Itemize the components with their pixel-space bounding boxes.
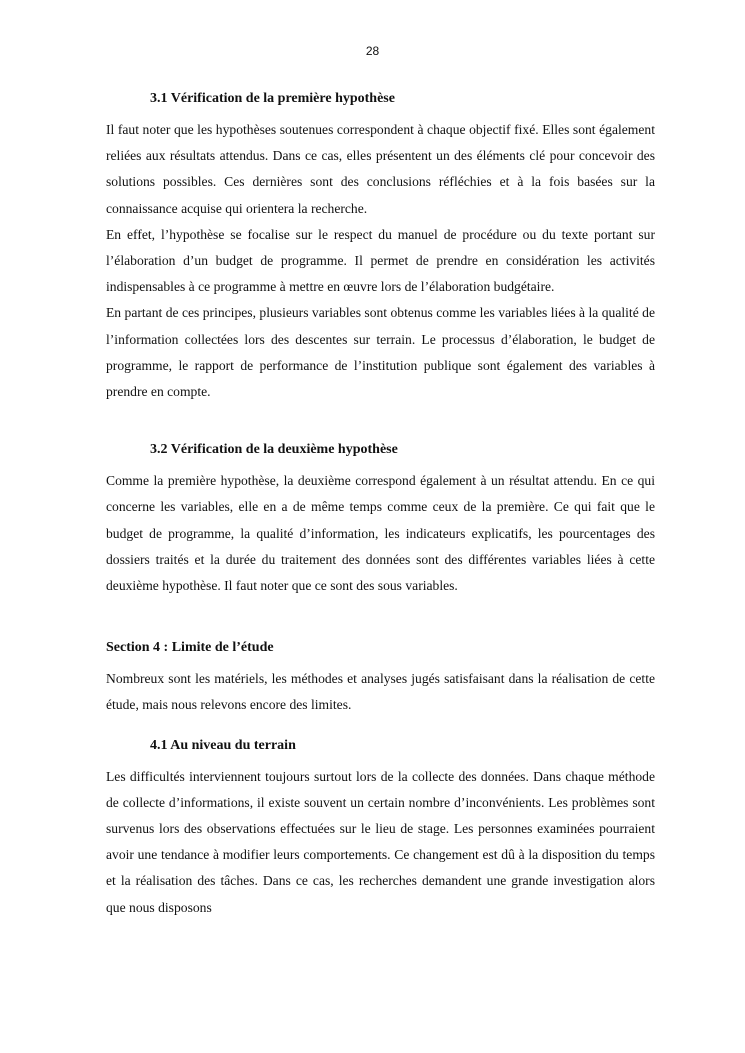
section-4-1-heading: 4.1 Au niveau du terrain <box>150 737 296 753</box>
section-4-1-paragraph-1: Les difficultés interviennent toujours surtout lors de la collecte des données. Dans chaque méthode de collecte d’informations, il existe souvent un certain nombre d’inconvénients. Les problèmes sont survenus lors des observations effectuées sur le lieu de stage. Les personnes examinées pourraient avoir une tendance à modifier leurs comportements. Ce changement est dû à la disposition du temps et la réalisation des tâches. Dans ce cas, les recherches demandent une grande investigation alors que nous disposons <box>106 768 655 915</box>
page-content <box>106 86 655 921</box>
section-3-2-paragraph-1: Comme la première hypothèse, la deuxième correspond également à un résultat attendu. En ce qui concerne les variables, elle en a de même temps comme ceux de la première. Ce qui fait que le budget de programme, la qualité d’information, les indicateurs explicatifs, les pourcentages des dossiers traités et la durée du traitement des données sont des différentes variables liées à cette deuxième hypothèse. Il faut noter que ce sont des sous variables. <box>106 473 655 594</box>
section-4-paragraph-1: Nombreux sont les matériels, les méthodes et analyses jugés satisfaisant dans la réalisation de cette étude, mais nous relevons encore des limites. <box>106 671 655 713</box>
section-3-2-heading: 3.2 Vérification de la deuxième hypothèse <box>150 442 398 458</box>
section-3-1-paragraph-2: En effet, l’hypothèse se focalise sur le respect du manuel de procédure ou du texte portant sur l’élaboration d’un budget de programme. Il permet de prendre en considération les activités indispensables à ce programme à mettre en œuvre lors de l’élaboration budgétaire. <box>106 226 655 295</box>
page-number: 28 <box>365 44 380 58</box>
section-3-1-heading: 3.1 Vérification de la première hypothèse <box>150 91 395 106</box>
section-4-heading: Section 4 : Limite de l’étude <box>106 640 274 656</box>
section-3-1-paragraph-3: En partant de ces principes, plusieurs variables sont obtenus comme les variables liées à la qualité de l’information collectées lors des descentes sur terrain. Le processus d’élaboration, le budget de programme, le rapport de performance de l’institution publique sont également des variables à prendre en compte. <box>106 305 655 400</box>
section-3-1-paragraph-1: Il faut noter que les hypothèses soutenues correspondent à chaque objectif fixé. Elles sont également reliées aux résultats attendus. Dans ce cas, elles présentent un des éléments clé pour concevoir des solutions possibles. Ces dernières sont des conclusions réfléchies et à la fois basées sur la connaissance acquise qui orientera la recherche. <box>106 122 655 216</box>
